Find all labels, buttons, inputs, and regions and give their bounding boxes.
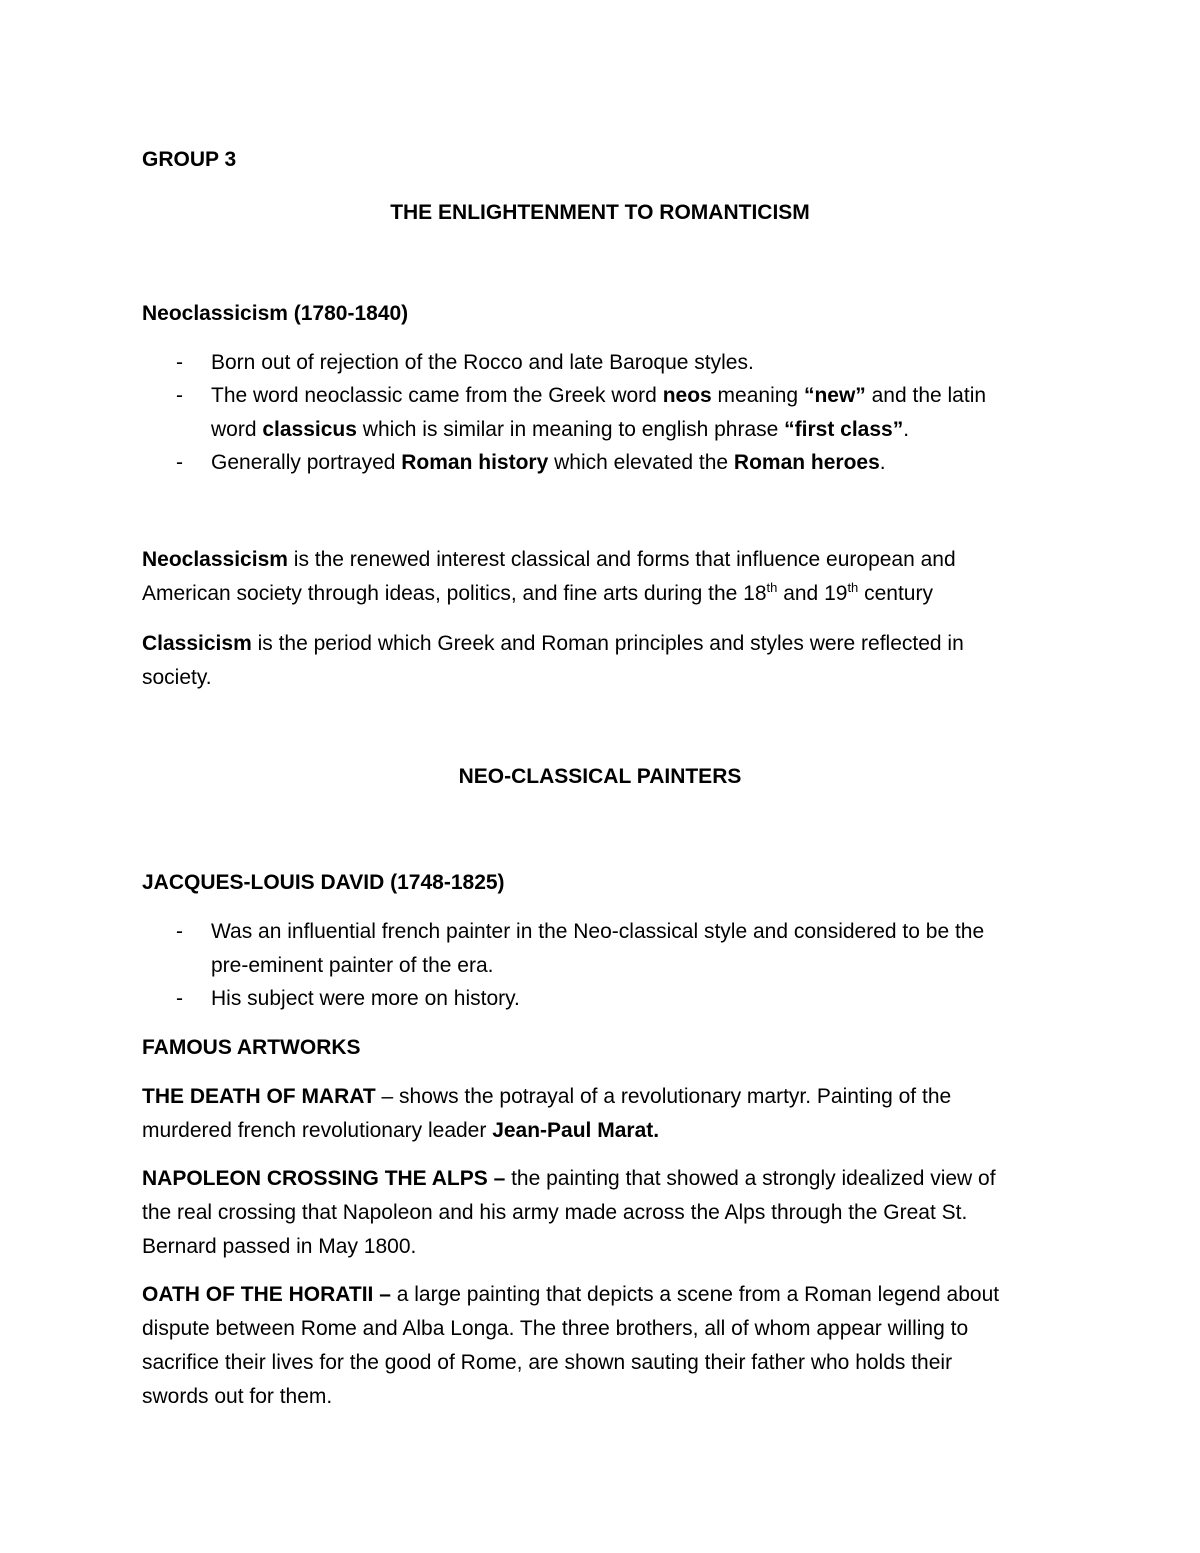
bullet-item: His subject were more on history. xyxy=(211,987,520,1010)
bullet-item-continued: pre-eminent painter of the era. xyxy=(211,954,494,977)
artwork-napoleon-continued: Bernard passed in May 1800. xyxy=(142,1235,417,1258)
artwork-horatii: OATH OF THE HORATII – a large painting that depicts a scene from a Roman legend about xyxy=(142,1283,1000,1306)
bullet-item: Was an influential french painter in the Neo-classical style and considered to be the xyxy=(211,920,985,943)
page-title: THE ENLIGHTENMENT TO ROMANTICISM xyxy=(390,201,810,224)
bullet-dash: - xyxy=(176,987,183,1010)
neoclassicism-heading: Neoclassicism (1780-1840) xyxy=(142,302,409,325)
bullet-item-continued: word classicus which is similar in meaning to english phrase “first class”. xyxy=(211,418,910,441)
neoclassicism-definition-continued: American society through ideas, politics, and fine arts during the 18th and 19th century xyxy=(142,580,933,605)
artwork-napoleon: NAPOLEON CROSSING THE ALPS – the painting that showed a strongly idealized view of xyxy=(142,1167,996,1190)
bullet-item: The word neoclassic came from the Greek word neos meaning “new” and the latin xyxy=(211,384,987,407)
artwork-horatii-continued: sacrifice their lives for the good of Rome, are shown sauting their father who holds their xyxy=(142,1351,953,1374)
classicism-definition-continued: society. xyxy=(142,666,212,689)
bullet-item: Born out of rejection of the Rocco and late Baroque styles. xyxy=(211,351,754,374)
painters-heading: NEO-CLASSICAL PAINTERS xyxy=(458,765,742,788)
artwork-horatii-continued: swords out for them. xyxy=(142,1385,333,1408)
bullet-dash: - xyxy=(176,384,183,407)
famous-artworks-heading: FAMOUS ARTWORKS xyxy=(142,1036,361,1059)
artwork-napoleon-continued: the real crossing that Napoleon and his army made across the Alps through the Great St. xyxy=(142,1201,968,1224)
bullet-item: Generally portrayed Roman history which elevated the Roman heroes. xyxy=(211,451,886,474)
artwork-marat: THE DEATH OF MARAT – shows the potrayal of a revolutionary martyr. Painting of the xyxy=(142,1085,952,1108)
bullet-dash: - xyxy=(176,351,183,374)
artwork-marat-continued: murdered french revolutionary leader Jean-Paul Marat. xyxy=(142,1119,660,1142)
neoclassicism-definition: Neoclassicism is the renewed interest classical and forms that influence european and xyxy=(142,548,956,571)
artwork-horatii-continued: dispute between Rome and Alba Longa. The three brothers, all of whom appear willing to xyxy=(142,1317,969,1340)
classicism-definition: Classicism is the period which Greek and Roman principles and styles were reflected in xyxy=(142,632,964,655)
david-heading: JACQUES-LOUIS DAVID (1748-1825) xyxy=(142,871,505,894)
bullet-dash: - xyxy=(176,920,183,943)
group-label: GROUP 3 xyxy=(142,148,237,171)
bullet-dash: - xyxy=(176,451,183,474)
